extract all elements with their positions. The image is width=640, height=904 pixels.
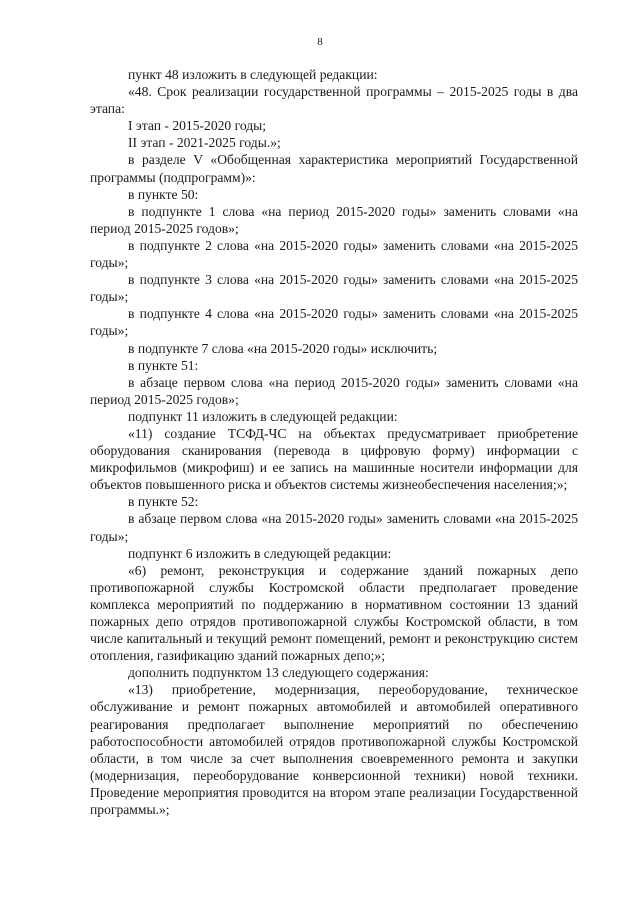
paragraph: пункт 48 изложить в следующей редакции: [128, 67, 378, 82]
paragraph: в пункте 51: [128, 357, 199, 373]
paragraph: подпункт 11 изложить в следующей редакции: [128, 408, 398, 424]
paragraph: в пункте 50: [128, 186, 199, 202]
paragraph: в подпункте 7 слова «на 2015-2020 годы» исключить; [128, 340, 438, 356]
page-number: 8 [317, 36, 323, 48]
paragraph: I этап - 2015-2020 годы; [128, 118, 267, 134]
paragraph: в подпункте 2 слова «на 2015-2020 годы» заменить словами «на 2015-2025 годы»; [90, 237, 578, 271]
paragraph: II этап - 2021-2025 годы.»; [128, 135, 281, 151]
paragraph: в подпункте 4 слова «на 2015-2020 годы» заменить словами «на 2015-2025 годы»; [90, 306, 578, 339]
paragraph: «11) создание ТСФД-ЧС на объектах предусматривает приобретение оборудования сканирования (перевода в цифровую форму) информации с микрофильмов (микрофиш) и ее запись на машинные носители информации для объектов повышенного риска и объектов системы жизнеобеспечения населения;»; [90, 425, 578, 493]
paragraph: в подпункте 3 слова «на 2015-2020 годы» заменить словами «на 2015-2025 годы»; [90, 272, 578, 305]
paragraph: «13) приобретение, модернизация, переоборудование, техническое обслуживание и ремонт пожарных автомобилей и автомобилей оперативного реагирования предполагает выполнение мероприятий по обеспечению работоспособности автомобилей отрядов противопожарной службы Костромской области, в том числе за счет выполнения своевременного ремонта и закупки (модернизация, переоборудование конверсионной техники) новой техники. Проведение мероприятия проводится на втором этапе реализации Государственной программы.»; [90, 682, 578, 818]
paragraph: подпункт 6 изложить в следующей редакции: [128, 545, 392, 561]
paragraph: «48. Срок реализации государственной программы – 2015-2025 годы в два этапа: [90, 84, 578, 117]
document-body [90, 66, 578, 818]
paragraph: «6) ремонт, реконструкция и содержание зданий пожарных депо противопожарной службы Костромской области предполагает проведение комплекса мероприятий по поддержанию в нормативном состоянии 13 зданий пожарных депо отрядов противопожарной службы Костромской области, в том числе капитальный и текущий ремонт помещений, ремонт и реконструкцию систем отопления, газификацию зданий пожарных депо;»; [90, 562, 578, 664]
paragraph: в разделе V «Обобщенная характеристика мероприятий Государственной программы (подпрограмм)»: [90, 152, 578, 185]
paragraph: в подпункте 1 слова «на период 2015-2020 годы» заменить словами «на период 2015-2025 годов»; [90, 203, 578, 236]
paragraph: в абзаце первом слова «на период 2015-2020 годы» заменить словами «на период 2015-2025 годов»; [90, 374, 578, 407]
paragraph: в абзаце первом слова «на 2015-2020 годы» заменить словами «на 2015-2025 годы»; [90, 511, 578, 544]
paragraph: дополнить подпунктом 13 следующего содержания: [128, 665, 429, 681]
paragraph: в пункте 52: [128, 494, 199, 510]
